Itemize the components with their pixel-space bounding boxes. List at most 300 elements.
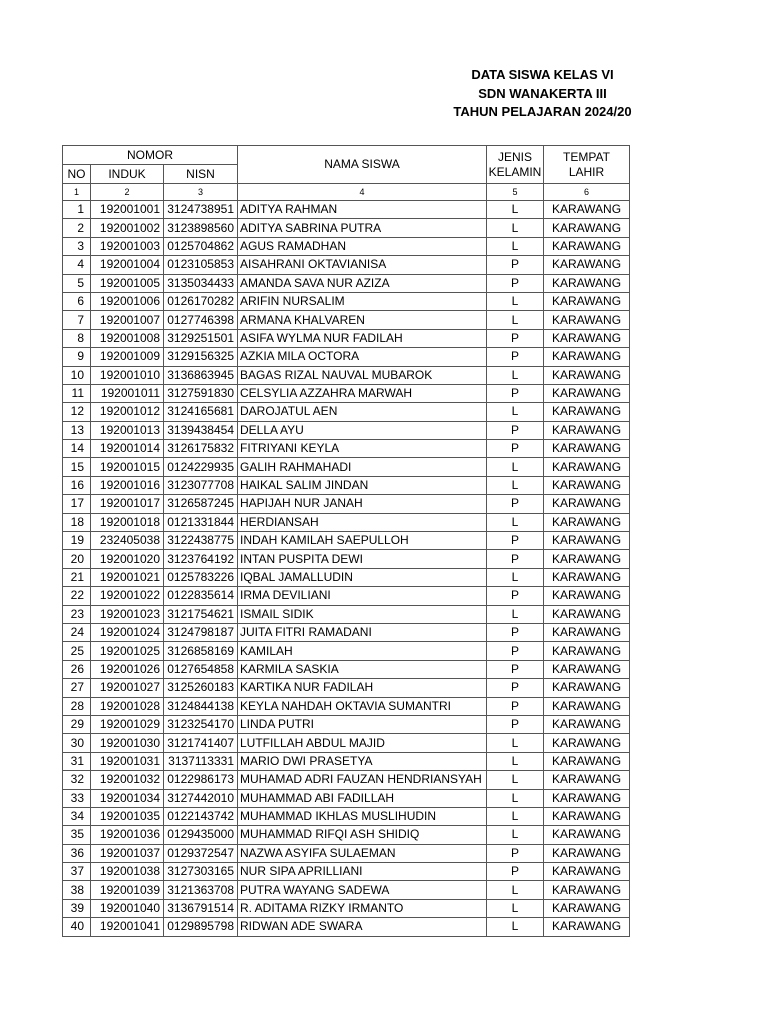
cell-tempat-lahir: KARAWANG (544, 440, 630, 458)
cell-nama-siswa: MUHAMMAD IKHLAS MUSLIHUDIN (238, 807, 487, 825)
cell-induk: 192001002 (91, 219, 164, 237)
cell-nisn: 3123077708 (164, 476, 238, 494)
table-row (63, 311, 630, 329)
cell-nama-siswa: CELSYLIA AZZAHRA MARWAH (238, 384, 487, 402)
cell-nisn: 3125260183 (164, 679, 238, 697)
cell-jenis-kelamin: P (487, 863, 544, 881)
cell-nisn: 3139438454 (164, 421, 238, 439)
cell-tempat-lahir: KARAWANG (544, 789, 630, 807)
cell-nama-siswa: DELLA AYU (238, 421, 487, 439)
cell-nama-siswa: AGUS RAMADHAN (238, 237, 487, 255)
cell-jenis-kelamin: P (487, 679, 544, 697)
cell-nisn: 3122438775 (164, 532, 238, 550)
cell-no: 39 (63, 899, 91, 917)
cell-induk: 192001016 (91, 476, 164, 494)
cell-tempat-lahir: KARAWANG (544, 863, 630, 881)
cell-jenis-kelamin: L (487, 899, 544, 917)
cell-nisn: 3121363708 (164, 881, 238, 899)
table-row (63, 201, 630, 219)
cell-jenis-kelamin: L (487, 237, 544, 255)
table-row (63, 458, 630, 476)
table-row (63, 384, 630, 402)
cell-no: 26 (63, 660, 91, 678)
cell-induk: 192001007 (91, 311, 164, 329)
cell-nama-siswa: LINDA PUTRI (238, 715, 487, 733)
cell-nisn: 0129895798 (164, 918, 238, 936)
cell-induk: 192001034 (91, 789, 164, 807)
cell-nama-siswa: HAPIJAH NUR JANAH (238, 495, 487, 513)
cell-nisn: 3126858169 (164, 642, 238, 660)
cell-nama-siswa: MUHAMMAD ABI FADILLAH (238, 789, 487, 807)
cell-nama-siswa: HAIKAL SALIM JINDAN (238, 476, 487, 494)
cell-induk: 192001011 (91, 384, 164, 402)
table-row (63, 476, 630, 494)
cell-no: 30 (63, 734, 91, 752)
cell-nisn: 3123764192 (164, 550, 238, 568)
cell-nisn: 3121754621 (164, 605, 238, 623)
cell-no: 21 (63, 568, 91, 586)
cell-nama-siswa: IRMA DEVILIANI (238, 587, 487, 605)
cell-tempat-lahir: KARAWANG (544, 384, 630, 402)
cell-nama-siswa: KAMILAH (238, 642, 487, 660)
cell-tempat-lahir: KARAWANG (544, 532, 630, 550)
cell-tempat-lahir: KARAWANG (544, 292, 630, 310)
cell-induk: 192001003 (91, 237, 164, 255)
cell-tempat-lahir: KARAWANG (544, 697, 630, 715)
cell-no: 15 (63, 458, 91, 476)
cell-tempat-lahir: KARAWANG (544, 329, 630, 347)
cell-nisn: 0125704862 (164, 237, 238, 255)
table-row (63, 697, 630, 715)
cell-nama-siswa: ASIFA WYLMA NUR FADILAH (238, 329, 487, 347)
table-row (63, 899, 630, 917)
cell-jenis-kelamin: L (487, 476, 544, 494)
cell-jenis-kelamin: L (487, 292, 544, 310)
table-row (63, 642, 630, 660)
cell-induk: 192001017 (91, 495, 164, 513)
cell-jenis-kelamin: P (487, 440, 544, 458)
cell-no: 40 (63, 918, 91, 936)
cell-induk: 192001030 (91, 734, 164, 752)
column-number: 1 (63, 184, 91, 201)
cell-nama-siswa: LUTFILLAH ABDUL MAJID (238, 734, 487, 752)
cell-no: 6 (63, 292, 91, 310)
cell-no: 38 (63, 881, 91, 899)
cell-jenis-kelamin: L (487, 789, 544, 807)
cell-jenis-kelamin: L (487, 458, 544, 476)
cell-jenis-kelamin: L (487, 826, 544, 844)
cell-tempat-lahir: KARAWANG (544, 807, 630, 825)
cell-nama-siswa: BAGAS RIZAL NAUVAL MUBAROK (238, 366, 487, 384)
table-row (63, 734, 630, 752)
cell-no: 7 (63, 311, 91, 329)
cell-induk: 192001004 (91, 256, 164, 274)
cell-nisn: 0126170282 (164, 292, 238, 310)
document-title (430, 66, 655, 122)
cell-jenis-kelamin: L (487, 513, 544, 531)
title-line-class: DATA SISWA KELAS VI (471, 67, 614, 82)
cell-induk: 192001014 (91, 440, 164, 458)
cell-no: 10 (63, 366, 91, 384)
cell-induk: 192001036 (91, 826, 164, 844)
cell-nisn: 0122835614 (164, 587, 238, 605)
cell-jenis-kelamin: L (487, 219, 544, 237)
table-row (63, 881, 630, 899)
cell-no: 16 (63, 476, 91, 494)
cell-nisn: 3136791514 (164, 899, 238, 917)
cell-jenis-kelamin: P (487, 329, 544, 347)
cell-nama-siswa: NAZWA ASYIFA SULAEMAN (238, 844, 487, 862)
cell-nama-siswa: ARIFIN NURSALIM (238, 292, 487, 310)
cell-no: 8 (63, 329, 91, 347)
cell-no: 4 (63, 256, 91, 274)
student-table (62, 145, 630, 937)
cell-induk: 192001010 (91, 366, 164, 384)
cell-nama-siswa: R. ADITAMA RIZKY IRMANTO (238, 899, 487, 917)
cell-nama-siswa: KEYLA NAHDAH OKTAVIA SUMANTRI (238, 697, 487, 715)
cell-induk: 192001040 (91, 899, 164, 917)
cell-induk: 192001038 (91, 863, 164, 881)
cell-nisn: 3124844138 (164, 697, 238, 715)
cell-induk: 192001023 (91, 605, 164, 623)
cell-nisn: 3129156325 (164, 348, 238, 366)
table-row (63, 623, 630, 641)
table-row (63, 237, 630, 255)
table-row (63, 403, 630, 421)
cell-tempat-lahir: KARAWANG (544, 660, 630, 678)
cell-jenis-kelamin: L (487, 771, 544, 789)
cell-no: 20 (63, 550, 91, 568)
cell-no: 37 (63, 863, 91, 881)
column-number: 5 (487, 184, 544, 201)
cell-tempat-lahir: KARAWANG (544, 623, 630, 641)
cell-tempat-lahir: KARAWANG (544, 715, 630, 733)
header-induk: INDUK (91, 165, 164, 184)
cell-tempat-lahir: KARAWANG (544, 752, 630, 770)
cell-jenis-kelamin: L (487, 918, 544, 936)
cell-tempat-lahir: KARAWANG (544, 568, 630, 586)
cell-tempat-lahir: KARAWANG (544, 495, 630, 513)
cell-jenis-kelamin: P (487, 587, 544, 605)
cell-induk: 192001009 (91, 348, 164, 366)
column-number: 4 (238, 184, 487, 201)
cell-jenis-kelamin: P (487, 642, 544, 660)
cell-jenis-kelamin: L (487, 752, 544, 770)
table-row (63, 532, 630, 550)
cell-nisn: 3135034433 (164, 274, 238, 292)
cell-nama-siswa: RIDWAN ADE SWARA (238, 918, 487, 936)
cell-nisn: 3126587245 (164, 495, 238, 513)
cell-tempat-lahir: KARAWANG (544, 826, 630, 844)
cell-jenis-kelamin: L (487, 734, 544, 752)
cell-jenis-kelamin: P (487, 844, 544, 862)
cell-tempat-lahir: KARAWANG (544, 201, 630, 219)
cell-induk: 192001025 (91, 642, 164, 660)
cell-no: 23 (63, 605, 91, 623)
table-row (63, 715, 630, 733)
table-row (63, 918, 630, 936)
cell-nisn: 3124798187 (164, 623, 238, 641)
cell-jenis-kelamin: P (487, 348, 544, 366)
cell-no: 28 (63, 697, 91, 715)
cell-nisn: 3124738951 (164, 201, 238, 219)
table-row (63, 274, 630, 292)
cell-nama-siswa: ADITYA RAHMAN (238, 201, 487, 219)
header-jenis-kelamin: JENIS KELAMIN (487, 146, 544, 184)
cell-nisn: 0125783226 (164, 568, 238, 586)
cell-induk: 192001021 (91, 568, 164, 586)
cell-induk: 192001041 (91, 918, 164, 936)
cell-nisn: 3121741407 (164, 734, 238, 752)
cell-nama-siswa: AMANDA SAVA NUR AZIZA (238, 274, 487, 292)
cell-induk: 192001026 (91, 660, 164, 678)
cell-no: 22 (63, 587, 91, 605)
cell-no: 14 (63, 440, 91, 458)
column-number: 3 (164, 184, 238, 201)
cell-nisn: 0122986173 (164, 771, 238, 789)
cell-nisn: 0127654858 (164, 660, 238, 678)
table-row (63, 844, 630, 862)
cell-no: 1 (63, 201, 91, 219)
cell-nisn: 3124165681 (164, 403, 238, 421)
table-row (63, 660, 630, 678)
cell-nama-siswa: JUITA FITRI RAMADANI (238, 623, 487, 641)
cell-nisn: 0129435000 (164, 826, 238, 844)
title-line-year: TAHUN PELAJARAN 2024/20 (453, 104, 632, 119)
cell-nama-siswa: GALIH RAHMAHADI (238, 458, 487, 476)
cell-induk: 192001012 (91, 403, 164, 421)
cell-induk: 192001032 (91, 771, 164, 789)
cell-tempat-lahir: KARAWANG (544, 587, 630, 605)
cell-jenis-kelamin: L (487, 366, 544, 384)
cell-jenis-kelamin: P (487, 256, 544, 274)
cell-induk: 192001006 (91, 292, 164, 310)
table-row (63, 679, 630, 697)
cell-no: 17 (63, 495, 91, 513)
cell-tempat-lahir: KARAWANG (544, 403, 630, 421)
table-row (63, 568, 630, 586)
cell-tempat-lahir: KARAWANG (544, 366, 630, 384)
cell-nama-siswa: IQBAL JAMALLUDIN (238, 568, 487, 586)
cell-nama-siswa: NUR SIPA APRILLIANI (238, 863, 487, 881)
cell-no: 33 (63, 789, 91, 807)
cell-nisn: 3123898560 (164, 219, 238, 237)
cell-no: 12 (63, 403, 91, 421)
header-nama-siswa: NAMA SISWA (238, 146, 487, 184)
header-nomor: NOMOR (63, 146, 238, 165)
cell-induk: 192001027 (91, 679, 164, 697)
cell-tempat-lahir: KARAWANG (544, 899, 630, 917)
cell-no: 9 (63, 348, 91, 366)
cell-tempat-lahir: KARAWANG (544, 458, 630, 476)
cell-jenis-kelamin: P (487, 532, 544, 550)
cell-induk: 192001005 (91, 274, 164, 292)
cell-nama-siswa: AISAHRANI OKTAVIANISA (238, 256, 487, 274)
cell-nisn: 3123254170 (164, 715, 238, 733)
table-row (63, 329, 630, 347)
cell-no: 36 (63, 844, 91, 862)
cell-induk: 192001020 (91, 550, 164, 568)
cell-induk: 192001015 (91, 458, 164, 476)
cell-tempat-lahir: KARAWANG (544, 605, 630, 623)
cell-nama-siswa: FITRIYANI KEYLA (238, 440, 487, 458)
cell-no: 11 (63, 384, 91, 402)
cell-nama-siswa: HERDIANSAH (238, 513, 487, 531)
table-row (63, 256, 630, 274)
cell-tempat-lahir: KARAWANG (544, 771, 630, 789)
cell-induk: 232405038 (91, 532, 164, 550)
cell-no: 32 (63, 771, 91, 789)
cell-tempat-lahir: KARAWANG (544, 642, 630, 660)
cell-tempat-lahir: KARAWANG (544, 734, 630, 752)
cell-no: 5 (63, 274, 91, 292)
cell-tempat-lahir: KARAWANG (544, 421, 630, 439)
cell-induk: 192001031 (91, 752, 164, 770)
cell-no: 24 (63, 623, 91, 641)
cell-tempat-lahir: KARAWANG (544, 311, 630, 329)
cell-induk: 192001008 (91, 329, 164, 347)
cell-induk: 192001035 (91, 807, 164, 825)
cell-nama-siswa: ISMAIL SIDIK (238, 605, 487, 623)
cell-nama-siswa: MUHAMMAD RIFQI ASH SHIDIQ (238, 826, 487, 844)
cell-no: 13 (63, 421, 91, 439)
cell-nisn: 0122143742 (164, 807, 238, 825)
cell-jenis-kelamin: P (487, 623, 544, 641)
cell-no: 35 (63, 826, 91, 844)
cell-no: 2 (63, 219, 91, 237)
cell-tempat-lahir: KARAWANG (544, 348, 630, 366)
header-no: NO (63, 165, 91, 184)
cell-tempat-lahir: KARAWANG (544, 679, 630, 697)
cell-jenis-kelamin: P (487, 550, 544, 568)
table-row (63, 807, 630, 825)
cell-nama-siswa: KARMILA SASKIA (238, 660, 487, 678)
table-row (63, 587, 630, 605)
table-row (63, 752, 630, 770)
column-number: 2 (91, 184, 164, 201)
student-table-body (63, 201, 630, 937)
cell-tempat-lahir: KARAWANG (544, 237, 630, 255)
cell-nisn: 0127746398 (164, 311, 238, 329)
cell-nama-siswa: MARIO DWI PRASETYA (238, 752, 487, 770)
table-row (63, 605, 630, 623)
cell-tempat-lahir: KARAWANG (544, 918, 630, 936)
cell-tempat-lahir: KARAWANG (544, 881, 630, 899)
cell-nama-siswa: AZKIA MILA OCTORA (238, 348, 487, 366)
cell-no: 29 (63, 715, 91, 733)
table-row (63, 219, 630, 237)
cell-nama-siswa: ARMANA KHALVAREN (238, 311, 487, 329)
table-row (63, 440, 630, 458)
cell-no: 27 (63, 679, 91, 697)
table-row (63, 826, 630, 844)
cell-jenis-kelamin: P (487, 697, 544, 715)
cell-no: 18 (63, 513, 91, 531)
column-number: 6 (544, 184, 630, 201)
cell-induk: 192001037 (91, 844, 164, 862)
cell-jenis-kelamin: P (487, 274, 544, 292)
table-row (63, 513, 630, 531)
cell-jenis-kelamin: L (487, 403, 544, 421)
cell-no: 19 (63, 532, 91, 550)
cell-no: 25 (63, 642, 91, 660)
cell-jenis-kelamin: L (487, 311, 544, 329)
table-row (63, 550, 630, 568)
cell-nama-siswa: PUTRA WAYANG SADEWA (238, 881, 487, 899)
cell-jenis-kelamin: L (487, 568, 544, 586)
cell-tempat-lahir: KARAWANG (544, 274, 630, 292)
cell-jenis-kelamin: L (487, 605, 544, 623)
title-line-school: SDN WANAKERTA III (478, 85, 607, 101)
cell-nisn: 0124229935 (164, 458, 238, 476)
cell-tempat-lahir: KARAWANG (544, 256, 630, 274)
cell-tempat-lahir: KARAWANG (544, 219, 630, 237)
cell-induk: 192001039 (91, 881, 164, 899)
cell-no: 3 (63, 237, 91, 255)
cell-jenis-kelamin: L (487, 881, 544, 899)
cell-nama-siswa: DAROJATUL AEN (238, 403, 487, 421)
cell-induk: 192001013 (91, 421, 164, 439)
header-tempat-lahir: TEMPAT LAHIR (544, 146, 630, 184)
cell-nisn: 3136863945 (164, 366, 238, 384)
cell-induk: 192001024 (91, 623, 164, 641)
cell-jenis-kelamin: P (487, 715, 544, 733)
cell-tempat-lahir: KARAWANG (544, 513, 630, 531)
cell-nisn: 3127303165 (164, 863, 238, 881)
cell-jenis-kelamin: L (487, 201, 544, 219)
cell-nisn: 3126175832 (164, 440, 238, 458)
cell-nisn: 3137113331 (164, 752, 238, 770)
table-row (63, 771, 630, 789)
cell-induk: 192001001 (91, 201, 164, 219)
cell-tempat-lahir: KARAWANG (544, 844, 630, 862)
cell-jenis-kelamin: P (487, 660, 544, 678)
table-row (63, 348, 630, 366)
table-row (63, 366, 630, 384)
cell-tempat-lahir: KARAWANG (544, 550, 630, 568)
table-row (63, 421, 630, 439)
cell-tempat-lahir: KARAWANG (544, 476, 630, 494)
cell-induk: 192001022 (91, 587, 164, 605)
cell-jenis-kelamin: P (487, 421, 544, 439)
cell-nama-siswa: INDAH KAMILAH SAEPULLOH (238, 532, 487, 550)
table-row (63, 495, 630, 513)
cell-nama-siswa: INTAN PUSPITA DEWI (238, 550, 487, 568)
table-row (63, 789, 630, 807)
cell-induk: 192001029 (91, 715, 164, 733)
cell-no: 31 (63, 752, 91, 770)
header-nisn: NISN (164, 165, 238, 184)
cell-jenis-kelamin: P (487, 495, 544, 513)
cell-induk: 192001028 (91, 697, 164, 715)
cell-nama-siswa: ADITYA SABRINA PUTRA (238, 219, 487, 237)
cell-nisn: 3127591830 (164, 384, 238, 402)
table-row (63, 292, 630, 310)
cell-nisn: 0123105853 (164, 256, 238, 274)
column-number-row (63, 184, 630, 201)
cell-nisn: 3127442010 (164, 789, 238, 807)
table-row (63, 863, 630, 881)
cell-nama-siswa: MUHAMAD ADRI FAUZAN HENDRIANSYAH (238, 771, 487, 789)
cell-induk: 192001018 (91, 513, 164, 531)
cell-nama-siswa: KARTIKA NUR FADILAH (238, 679, 487, 697)
cell-jenis-kelamin: P (487, 384, 544, 402)
cell-nisn: 3129251501 (164, 329, 238, 347)
cell-nisn: 0129372547 (164, 844, 238, 862)
cell-no: 34 (63, 807, 91, 825)
cell-jenis-kelamin: L (487, 807, 544, 825)
cell-nisn: 0121331844 (164, 513, 238, 531)
